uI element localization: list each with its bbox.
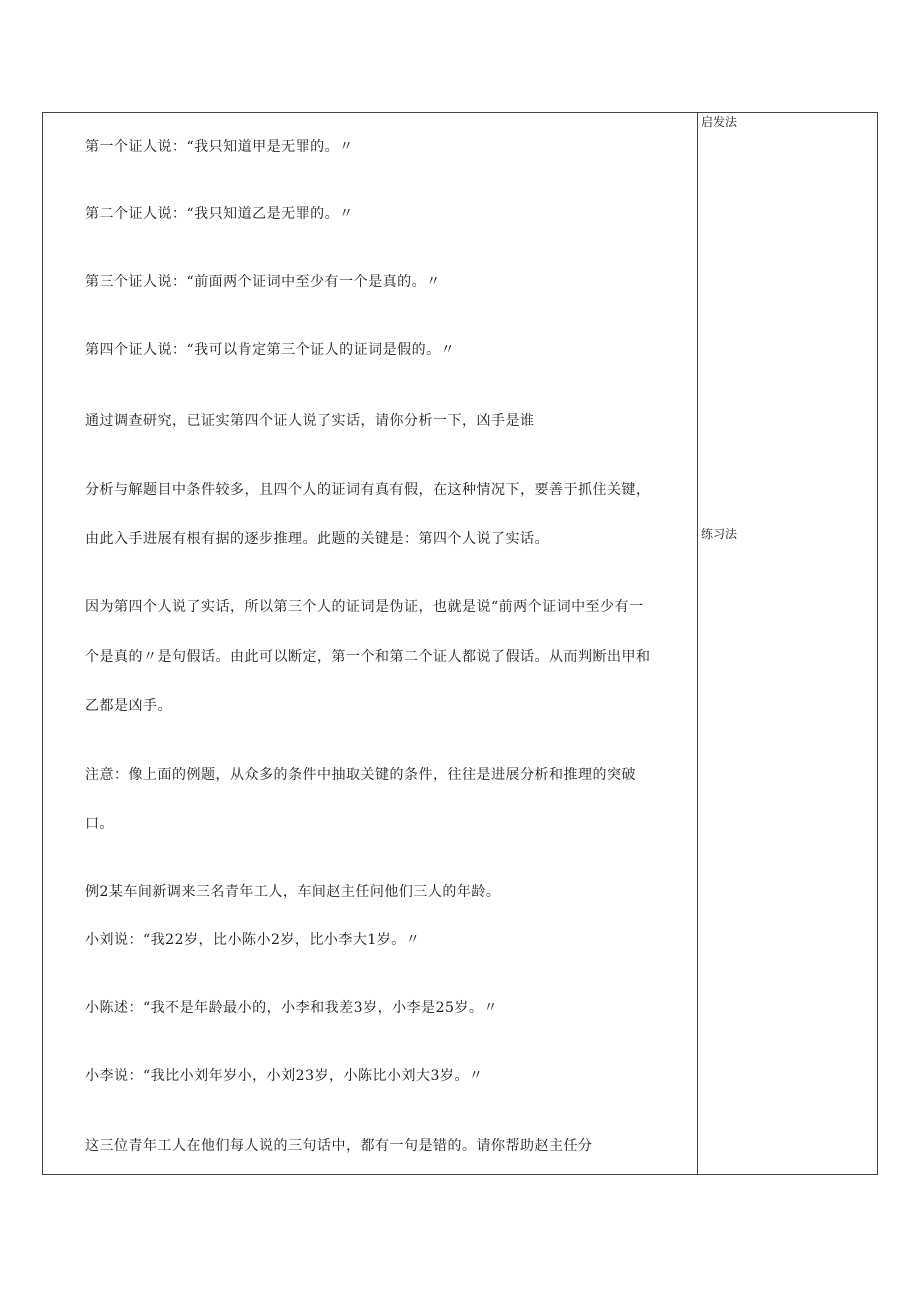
text-line: 第一个证人说：“我只知道甲是无罪的。〃 bbox=[85, 139, 354, 155]
text-line: 注意：像上面的例题，从众多的条件中抽取关键的条件，往往是进展分析和推理的突破 bbox=[85, 767, 636, 783]
text-line: 通过调查研究，已证实第四个证人说了实话，请你分析一下，凶手是谁 bbox=[85, 413, 535, 429]
text-line: 第四个证人说：“我可以肯定第三个证人的证词是假的。〃 bbox=[85, 342, 456, 358]
text-line: 第三个证人说：“前面两个证词中至少有一个是真的。〃 bbox=[85, 274, 441, 290]
text-line: 乙都是凶手。 bbox=[85, 698, 172, 714]
text-line: 小陈述：“我不是年龄最小的，小李和我差3岁，小李是25岁。〃 bbox=[85, 1000, 498, 1016]
text-line: 这三位青年工人在他们每人说的三句话中，都有一句是错的。请你帮助赵主任分 bbox=[85, 1138, 593, 1154]
side-note-practice-method: 练习法 bbox=[701, 527, 738, 541]
text-line: 小李说：“我比小刘年岁小，小刘23岁，小陈比小刘大3岁。〃 bbox=[85, 1068, 484, 1084]
text-line: 因为第四个人说了实话，所以第三个人的证词是伪证，也就是说“前两个证词中至少有一 bbox=[85, 599, 644, 615]
text-line: 小刘说：“我22岁，比小陈小2岁，比小李大1岁。〃 bbox=[85, 932, 421, 948]
text-line: 例2某车间新调来三名青年工人，车间赵主任问他们三人的年龄。 bbox=[85, 884, 501, 900]
column-divider bbox=[697, 112, 698, 1175]
text-line: 个是真的〃是句假话。由此可以断定，第一个和第二个证人都说了假话。从而判断出甲和 bbox=[85, 649, 651, 665]
text-line: 分析与解题目中条件较多，且四个人的证词有真有假，在这种情况下，要善于抓住关键， bbox=[85, 482, 651, 498]
text-line: 由此入手进展有根有据的逐步推理。此题的关键是：第四个人说了实话。 bbox=[85, 531, 549, 547]
text-line: 第二个证人说：“我只知道乙是无罪的。〃 bbox=[85, 206, 354, 222]
text-line: 口。 bbox=[85, 816, 114, 832]
side-note-heuristic-method: 启发法 bbox=[701, 115, 738, 129]
